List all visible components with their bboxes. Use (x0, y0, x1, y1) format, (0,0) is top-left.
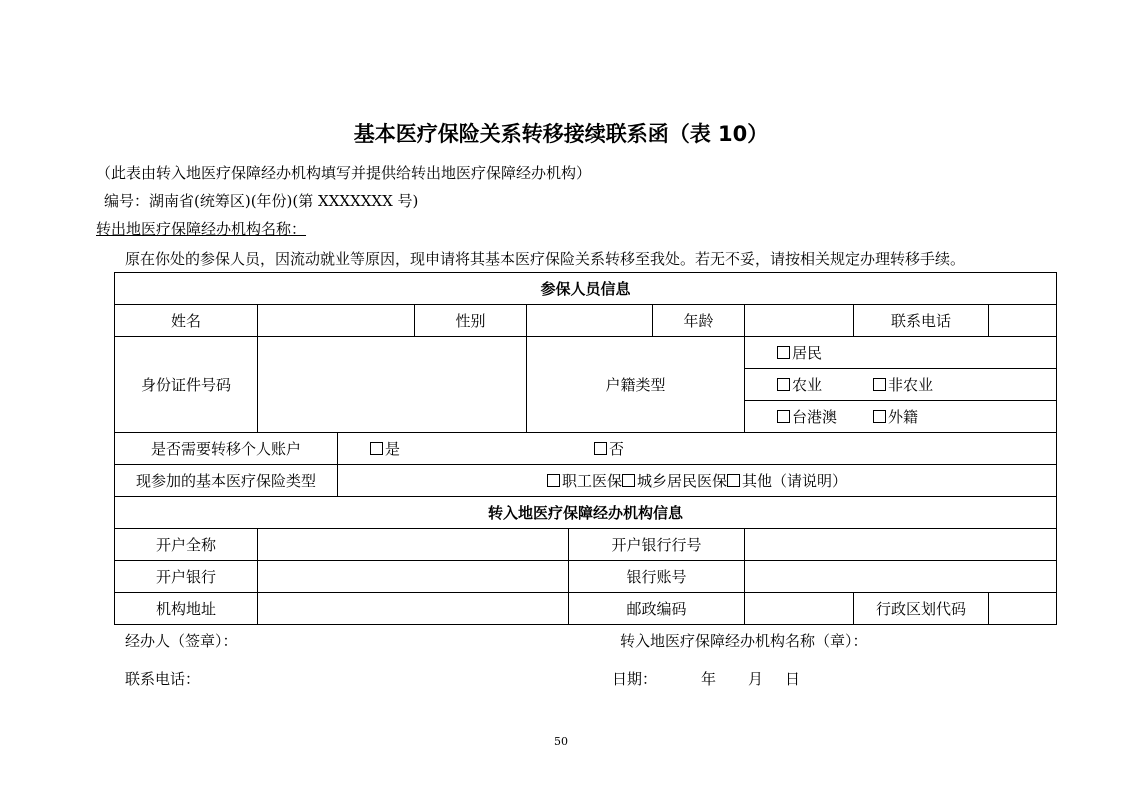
bank-code-label: 开户银行行号 (569, 529, 745, 561)
household-option-row-1 (745, 337, 1057, 369)
checkbox-icon[interactable] (594, 442, 607, 455)
id-number-field[interactable] (258, 337, 527, 433)
postcode-field[interactable] (745, 593, 854, 625)
bank-label: 开户银行 (115, 561, 258, 593)
gender-label: 性别 (415, 305, 527, 337)
transfer-account-no-option[interactable]: 否 (594, 440, 624, 458)
date-year-label: 年 (701, 670, 717, 688)
bank-account-label: 银行账号 (569, 561, 745, 593)
household-nonagri-option[interactable]: 非农业 (873, 376, 933, 394)
handler-signature-label: 经办人（签章）： (125, 632, 238, 650)
section-transfer-in-org-info: 转入地医疗保障经办机构信息 (115, 497, 1057, 529)
name-label: 姓名 (115, 305, 258, 337)
postcode-label: 邮政编码 (569, 593, 745, 625)
transfer-account-yes-option[interactable]: 是 (370, 438, 594, 459)
date-label: 日期： (612, 670, 658, 688)
transfer-in-org-seal-label: 转入地医疗保障经办机构名称（章）： (620, 632, 868, 650)
phone-label: 联系电话 (854, 305, 989, 337)
page-number: 50 (554, 735, 568, 748)
household-resident-option[interactable]: 居民 (777, 344, 822, 362)
household-hmt-option[interactable]: 台港澳 (777, 406, 873, 427)
household-option-row-2 (745, 369, 1057, 401)
section-participant-info: 参保人员信息 (115, 273, 1057, 305)
age-label: 年龄 (653, 305, 745, 337)
bank-account-field[interactable] (745, 561, 1057, 593)
page-title: 基本医疗保险关系转移接续联系函（表 10） (353, 122, 769, 146)
checkbox-icon[interactable] (777, 410, 790, 423)
checkbox-icon[interactable] (370, 442, 383, 455)
household-agri-option[interactable]: 农业 (777, 374, 873, 395)
intro-text: 原在你处的参保人员，因流动就业等原因，现申请将其基本医疗保险关系转移至我处。若无不妥，请按相关规定办理转移手续。 (125, 250, 966, 268)
address-field[interactable] (258, 593, 569, 625)
serial-number: 编号：湖南省(统筹区)(年份)(第 XXXXXXX 号) (104, 192, 419, 210)
checkbox-icon[interactable] (727, 474, 740, 487)
form-note: （此表由转入地医疗保障经办机构填写并提供给转出地医疗保障经办机构） (96, 164, 592, 182)
checkbox-icon[interactable] (622, 474, 635, 487)
insurance-type-options (338, 465, 1057, 497)
checkbox-icon[interactable] (547, 474, 560, 487)
region-code-label: 行政区划代码 (854, 593, 989, 625)
checkbox-icon[interactable] (777, 346, 790, 359)
date-month-label: 月 (748, 670, 764, 688)
insurance-other-option[interactable]: 其他（请说明） (727, 472, 847, 490)
footer-phone-label: 联系电话： (125, 670, 201, 688)
bank-field[interactable] (258, 561, 569, 593)
account-name-label: 开户全称 (115, 529, 258, 561)
bank-code-field[interactable] (745, 529, 1057, 561)
transfer-account-options (338, 433, 1057, 465)
insurance-type-label: 现参加的基本医疗保险类型 (115, 465, 338, 497)
name-field[interactable] (258, 305, 415, 337)
form-table (114, 272, 1057, 625)
address-label: 机构地址 (115, 593, 258, 625)
region-code-field[interactable] (989, 593, 1057, 625)
age-field[interactable] (745, 305, 854, 337)
checkbox-icon[interactable] (873, 410, 886, 423)
household-option-row-3 (745, 401, 1057, 433)
id-number-label: 身份证件号码 (115, 337, 258, 433)
account-name-field[interactable] (258, 529, 569, 561)
insurance-urban-rural-option[interactable]: 城乡居民医保 (622, 472, 727, 490)
checkbox-icon[interactable] (777, 378, 790, 391)
insurance-employee-option[interactable]: 职工医保 (547, 472, 622, 490)
checkbox-icon[interactable] (873, 378, 886, 391)
transfer-account-label: 是否需要转移个人账户 (115, 433, 338, 465)
date-day-label: 日 (785, 670, 801, 688)
household-type-label: 户籍类型 (527, 337, 745, 433)
household-foreign-option[interactable]: 外籍 (873, 408, 918, 426)
gender-field[interactable] (527, 305, 653, 337)
phone-field[interactable] (989, 305, 1057, 337)
transfer-out-org-label: 转出地医疗保障经办机构名称： (96, 220, 307, 238)
